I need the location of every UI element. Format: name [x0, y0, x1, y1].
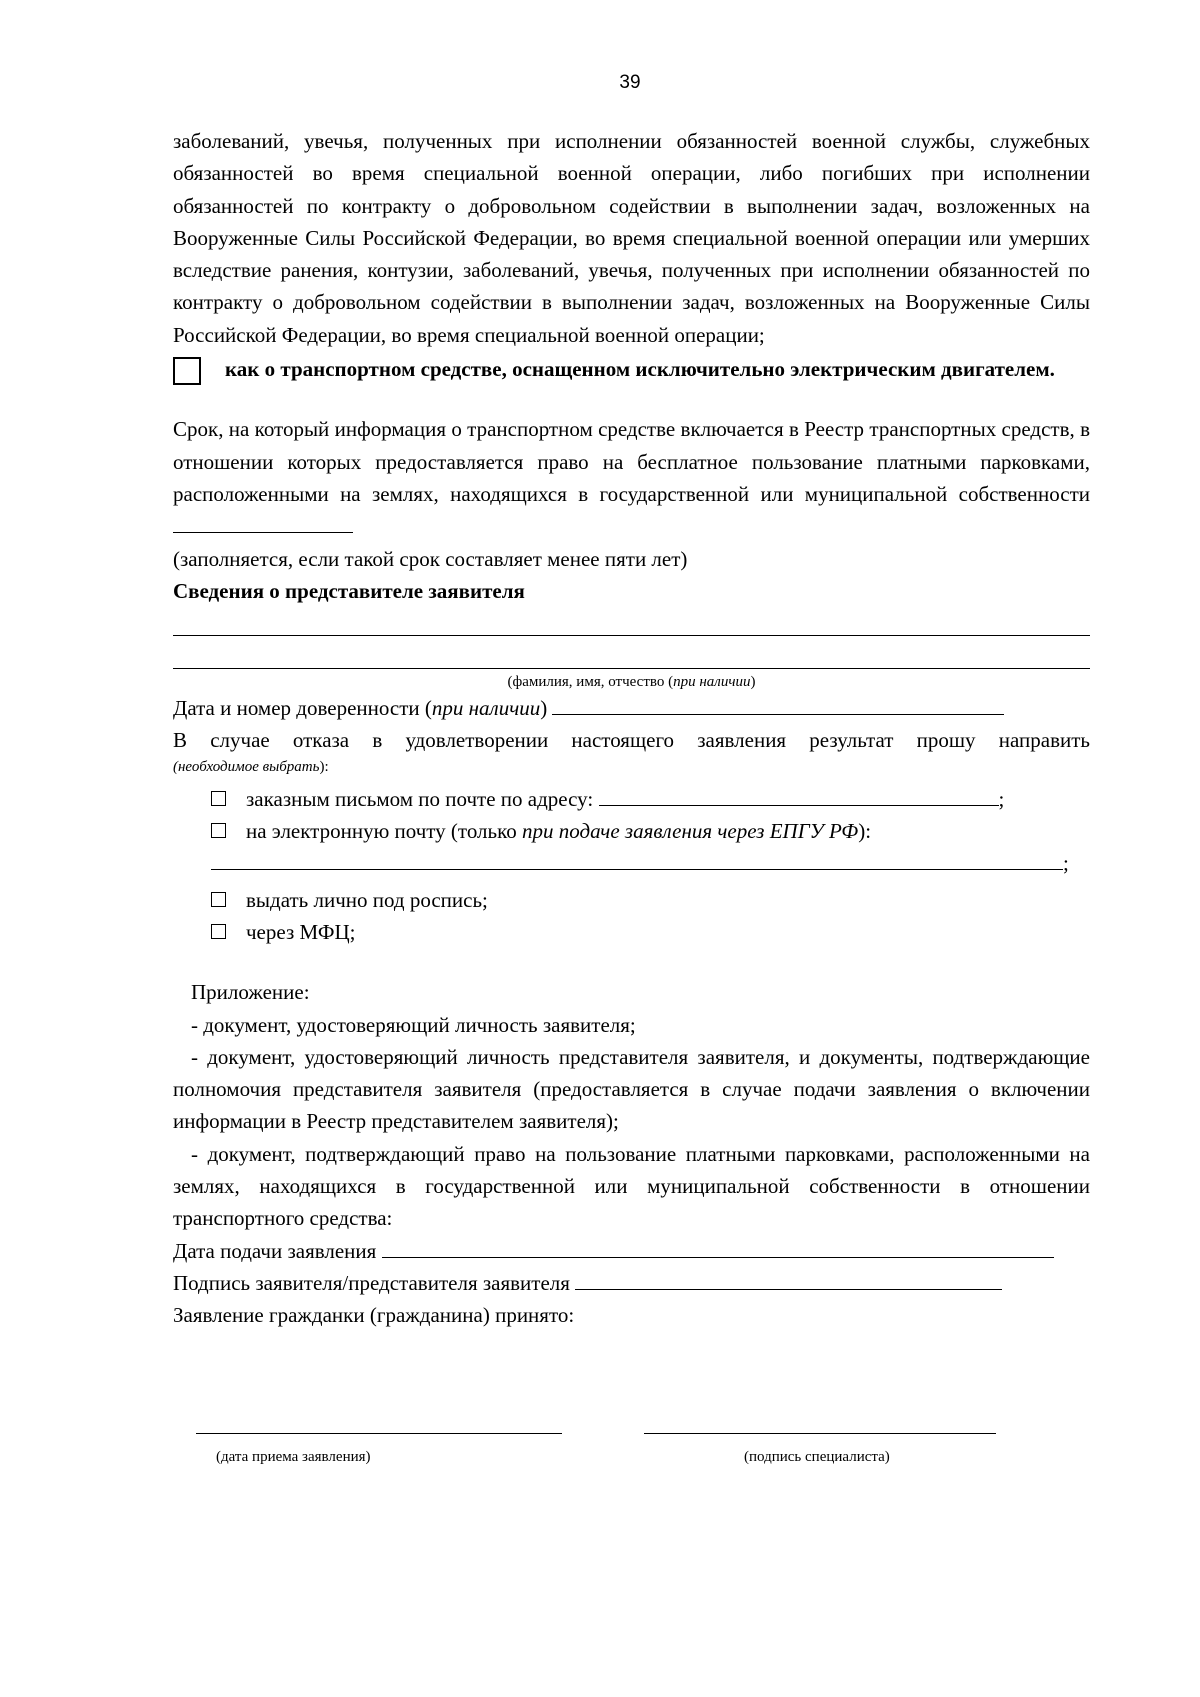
refusal-text: В случае отказа в удовлетворении настоящего заявления результат прошу направить [173, 728, 1090, 753]
signature-field[interactable] [575, 1268, 1002, 1290]
specialist-signature-caption: (подпись специалиста) [744, 1449, 890, 1465]
intro-paragraph: заболеваний, увечья, полученных при исполнении обязанностей военной службы, служебных обязанностей во время специальной военной операции, либо погибших при исполнении обязанностей по контракту о добровольном содействии в выполнении задач, возложенных на Вооруженные Силы Российской Федерации, во время специальной военной операции или умерших вследствие ранения, контузии, заболеваний, увечья, полученных при исполнении обязанностей по контракту о добровольном содействии в выполнении задач, возложенных на Вооруженные Силы Российской Федерации, во время специальной военной операции; [173, 129, 1090, 347]
option-personal: выдать лично под роспись; [173, 884, 1090, 916]
accepted-label: Заявление гражданки (гражданина) принято: [173, 1303, 575, 1328]
option-email: на электронную почту (только при подаче заявления через ЕПГУ РФ): [173, 815, 1090, 847]
specialist-signature-field[interactable] [644, 1433, 996, 1434]
application-date-field[interactable] [382, 1236, 1054, 1258]
term-text: Срок, на который информация о транспортном средстве включается в Реестр транспортных средств, в отношении которых предоставляется право на бесплатное пользование платными парковками, расположенными на землях, находящихся в государственной или муниципальной собственности [173, 417, 1090, 506]
mail-address-field[interactable] [599, 784, 999, 806]
acceptance-date-field[interactable] [196, 1433, 562, 1434]
mfc-checkbox[interactable] [211, 924, 226, 939]
attachment-item-1: - документ, удостоверяющий личность заявителя; [191, 1012, 636, 1037]
email-field-row: ; [173, 847, 1090, 879]
proxy-field[interactable] [552, 693, 1004, 715]
electric-option [173, 353, 1090, 385]
representative-name-line-1[interactable] [173, 607, 1090, 636]
option-mfc: через МФЦ; [173, 916, 1090, 948]
application-date-row: Дата подачи заявления [173, 1235, 1090, 1267]
representative-heading: Сведения о представителе заявителя [173, 578, 525, 603]
electric-option-label: как о транспортном средстве, оснащенном исключительно электрическим двигателем. [225, 357, 1055, 382]
term-paragraph [173, 413, 1090, 542]
term-note: (заполняется, если такой срок составляет менее пяти лет) [173, 546, 688, 571]
attachment-item-3: - документ, подтверждающий право на пользование платными парковками, расположенными на землях, находящихся в государственной или муниципальной собственности в отношении транспортного средства: [173, 1141, 1090, 1231]
signature-row: Подпись заявителя/представителя заявителя [173, 1267, 1090, 1299]
attachments-title: Приложение: [191, 980, 310, 1005]
representative-name-line-2[interactable] [173, 636, 1090, 669]
refusal-note: (необходимое выбрать): [173, 758, 329, 775]
email-field[interactable] [211, 848, 1063, 870]
email-checkbox[interactable] [211, 823, 226, 838]
attachment-item-2: - документ, удостоверяющий личность представителя заявителя, и документы, подтверждающие полномочия представителя заявителя (предоставляется в случае подачи заявления о включении информации в Реестр представителем заявителя); [173, 1044, 1090, 1134]
personal-checkbox[interactable] [211, 892, 226, 907]
fio-caption: (фамилия, имя, отчество (при наличии) [507, 674, 756, 691]
document-body [173, 125, 1090, 1332]
acceptance-date-caption: (дата приема заявления) [216, 1449, 371, 1465]
proxy-row: Дата и номер доверенности (при наличии) [173, 692, 1090, 724]
term-field[interactable] [173, 511, 353, 533]
mail-checkbox[interactable] [211, 791, 226, 806]
electric-checkbox[interactable] [173, 357, 201, 385]
page-number: 39 [619, 72, 641, 93]
option-mail: заказным письмом по почте по адресу: ; [173, 783, 1090, 815]
